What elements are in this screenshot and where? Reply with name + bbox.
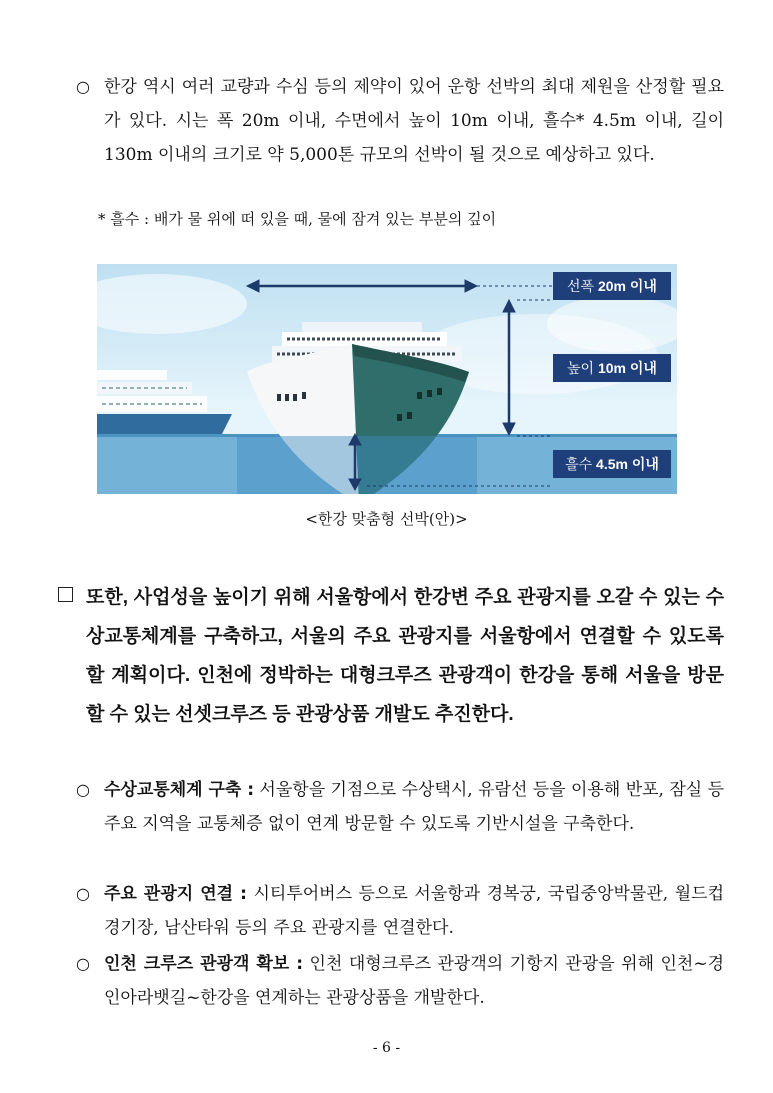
paragraph-text: 한강 역시 여러 교량과 수심 등의 제약이 있어 운항 선박의 최대 제원을 산정할 필요가 있다. 시는 폭 20m 이내, 수면에서 높이 10m 이내, 흘수* 4.5m 이내, 길이 130m 이내의 크기로 약 5,000톤 규모의 선박이 될 것으로 예상하고 있다.	[104, 77, 724, 165]
item-text: 인천 대형크루즈 관광객의 기항지 관광을 위해 인천~경인아라뱃길~한강을 연계하는 관광상품을 개발한다.	[104, 954, 725, 1008]
label-height: 높이 10m 이내	[553, 354, 671, 382]
footnote: * 흘수 : 배가 물 위에 떠 있을 때, 물에 잠겨 있는 부분의 깊이	[98, 210, 497, 228]
item-incheon-cruise	[76, 947, 724, 1015]
circle-bullet: ○	[76, 780, 90, 799]
item-tourist-links	[76, 877, 724, 945]
circle-bullet: ○	[76, 77, 90, 96]
label-draft: 흘수 4.5m 이내	[553, 450, 671, 478]
page-number: - 6 -	[372, 1040, 401, 1056]
main-paragraph	[58, 578, 724, 734]
item-title: 인천 크루즈 관광객 확보 :	[104, 954, 304, 974]
box-bullet	[58, 587, 73, 602]
main-paragraph-text: 또한, 사업성을 높이기 위해 서울항에서 한강변 주요 관광지를 오갈 수 있는 수상교통체계를 구축하고, 서울의 주요 관광지를 서울항에서 연결할 수 있도록 할 계획이다. 인천에 정박하는 대형크루즈 관광객이 한강을 통해 서울을 방문할 수 있는 선셋크루즈 등 관광상품 개발도 추진한다.	[86, 587, 724, 725]
circle-bullet: ○	[76, 884, 90, 903]
circle-bullet: ○	[76, 954, 90, 973]
background-ship	[97, 370, 232, 434]
paragraph-vessel-specs	[76, 70, 724, 172]
figure-caption: <한강 맞춤형 선박(안)>	[305, 510, 468, 528]
item-text: 시티투어버스 등으로 서울항과 경복궁, 국립중앙박물관, 월드컵경기장, 남산타워 등의 주요 관광지를 연결한다.	[104, 884, 724, 938]
item-water-transport	[76, 773, 724, 841]
label-beam: 선폭 20m 이내	[553, 272, 671, 300]
item-text: 서울항을 기점으로 수상택시, 유람선 등을 이용해 반포, 잠실 등 주요 지역을 교통체증 없이 연계 방문할 수 있도록 기반시설을 구축한다.	[104, 780, 725, 834]
item-title: 주요 관광지 연결 :	[104, 884, 247, 904]
item-title: 수상교통체계 구축 :	[104, 780, 255, 800]
main-ship	[237, 322, 477, 494]
ship-figure	[97, 264, 677, 494]
